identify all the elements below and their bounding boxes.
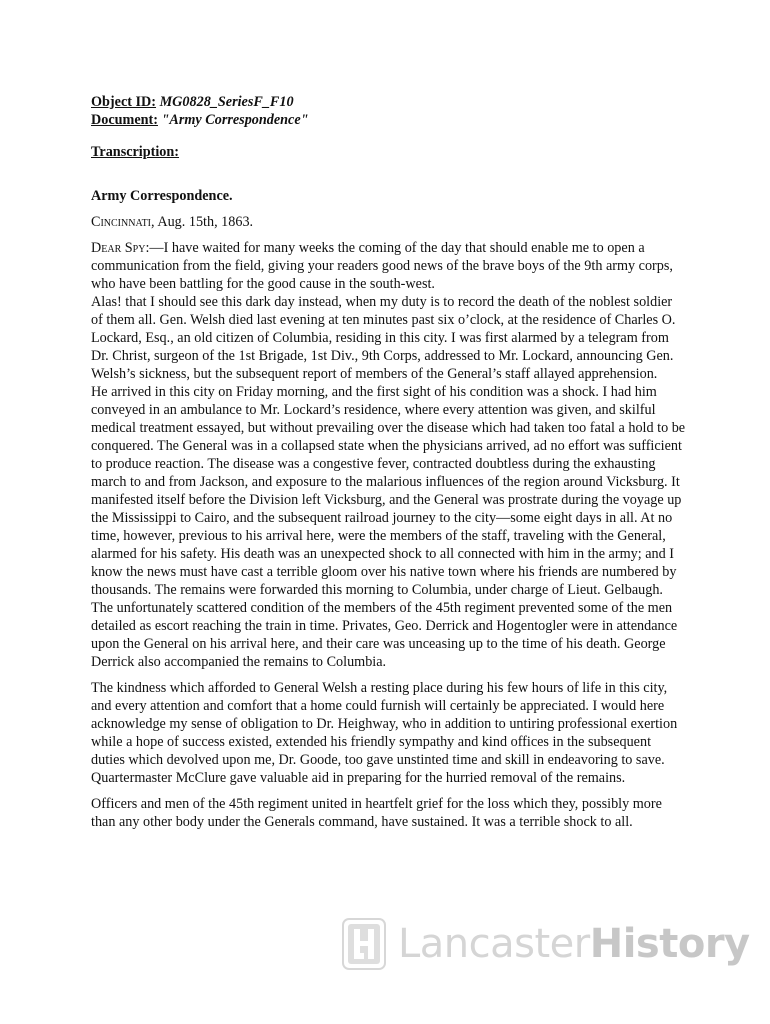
letter-paragraph-1: [91, 239, 687, 293]
letter-paragraph-3: He arrived in this city on Friday morning, and the first sight of his condition was a shock. I had him conveyed in an ambulance to Mr. Lockard’s residence, where every attention was given, and skilful medical treatment essayed, but without prevailing over the disease which had taken too fatal a hold to be conquered. The General was in a collapsed state when the physicians arrived, ad no effort was sufficient to produce reaction. The disease was a congestive fever, contracted doubtless during the exhausting march to and from Jackson, and exposure to the malarious influences of the region around Vicksburg. It manifested itself before the Division left Vicksburg, and the General was prostrate during the voyage up the Mississippi to Cairo, and the subsequent railroad journey to the city—some eight days in all. At no time, however, previous to his arrival here, were the members of the staff, traveling with the General, alarmed for his safety. His death was an unexpected shock to all connected with him in the army; and I know the news must have cast a terrible gloom over his native town where his friends are numbered by thousands. The remains were forwarded this morning to Columbia, under charge of Lieut. Gelbaugh. The unfortunately scattered condition of the members of the 45th regiment prevented some of the men detailed as escort reaching the train in time. Privates, Geo. Derrick and Hogentogler were in attendance upon the General on his arrival here, and their care was unceasing up to the time of his death. George Derrick also accompanied the remains to Columbia.: [91, 384, 686, 670]
object-id-line: [91, 93, 687, 111]
letter-paragraph-5: Officers and men of the 45th regiment united in heartfelt grief for the loss which they, possibly more than any other body under the Generals command, have sustained. It was a terrible shock to all.: [91, 796, 662, 830]
salutation: Dear Spy: [91, 240, 146, 256]
document-line: [91, 111, 687, 129]
dateline-place: Cincinnati: [91, 214, 152, 230]
watermark-brand-light: Lancaster: [398, 921, 590, 967]
object-id-label: Object ID:: [91, 94, 157, 110]
transcription-label: Transcription:: [91, 144, 180, 160]
dateline-date: , Aug. 15th, 1863.: [151, 214, 254, 230]
watermark-text: [398, 918, 750, 970]
dateline: [91, 213, 687, 231]
letter-paragraph-4: The kindness which afforded to General Welsh a resting place during his few hours of life in this city, and every attention and comfort that a home could furnish will certainly be appreciated. I would here acknowledge my sense of obligation to Dr. Heighway, who in addition to untiring professional exertion while a hope of success existed, extended his friendly sympathy and kind offices in the subsequent duties which devolved upon me, Dr. Goode, too gave unstinted time and skill in endeavoring to save. Quartermaster McClure gave valuable aid in preparing for the hurried removal of the remains.: [91, 680, 678, 786]
letter-paragraph-2: Alas! that I should see this dark day instead, when my duty is to record the death of the noblest soldier of them all. Gen. Welsh died last evening at ten minutes past six o’clock, at the residence of Charles O. Lockard, Esq., an old citizen of Columbia, residing in this city. I was first alarmed by a telegram from Dr. Christ, surgeon of the 1st Brigade, 1st Div., 9th Corps, addressed to Mr. Lockard, announcing Gen. Welsh’s sickness, but the subsequent report of members of the General’s staff allayed apprehension.: [91, 294, 676, 382]
letter-title: Army Correspondence.: [91, 188, 233, 204]
lancasterhistory-logo-icon: [342, 918, 386, 970]
document-value: "Army Correspondence": [161, 112, 309, 128]
watermark-brand-bold: History: [589, 921, 750, 967]
object-id-value: MG0828_SeriesF_F10: [159, 94, 294, 110]
lancasterhistory-watermark: [342, 914, 750, 974]
document-page: [91, 93, 687, 831]
paragraph-text: :—I have waited for many weeks the coming of the day that should enable me to open a communication from the field, giving your readers good news of the brave boys of the 9th army corps, who have been battling for the good cause in the south-west.: [91, 240, 673, 292]
document-label: Document:: [91, 112, 158, 128]
